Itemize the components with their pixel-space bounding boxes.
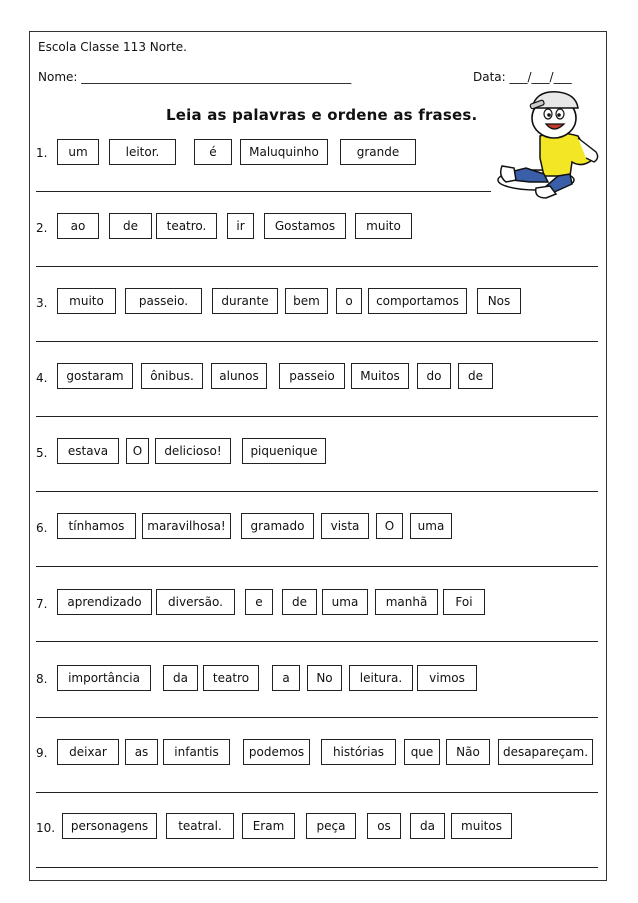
word-card: teatral. xyxy=(166,813,234,839)
word-card: vimos xyxy=(417,665,477,691)
word-card: da xyxy=(163,665,198,691)
word-card: muito xyxy=(57,288,116,314)
word-card: as xyxy=(125,739,158,765)
word-card: estava xyxy=(57,438,119,464)
exercise-number: 5. xyxy=(36,446,48,460)
word-card: peça xyxy=(306,813,356,839)
word-card: delicioso! xyxy=(155,438,231,464)
exercise-number: 6. xyxy=(36,521,48,535)
answer-line[interactable] xyxy=(36,717,598,718)
word-card: gramado xyxy=(241,513,314,539)
word-card: diversão. xyxy=(156,589,235,615)
exercise-number: 2. xyxy=(36,221,48,235)
word-card: personagens xyxy=(62,813,157,839)
answer-line[interactable] xyxy=(36,491,598,492)
word-card: passeio xyxy=(279,363,345,389)
word-card: passeio. xyxy=(125,288,202,314)
word-card: O xyxy=(376,513,403,539)
word-card: leitor. xyxy=(109,139,176,165)
answer-line[interactable] xyxy=(36,266,598,267)
word-card: muitos xyxy=(451,813,512,839)
word-card: uma xyxy=(322,589,368,615)
word-card: piquenique xyxy=(242,438,326,464)
cartoon-boy-icon xyxy=(496,88,606,200)
answer-line[interactable] xyxy=(36,867,598,868)
word-card: o xyxy=(336,288,362,314)
word-card: vista xyxy=(321,513,369,539)
word-card: muito xyxy=(355,213,412,239)
name-field-label: Nome: _____________________________________________ xyxy=(38,70,352,84)
word-card: Eram xyxy=(242,813,295,839)
word-card: e xyxy=(245,589,273,615)
word-card: Muitos xyxy=(351,363,409,389)
word-card: a xyxy=(272,665,300,691)
answer-line[interactable] xyxy=(36,416,598,417)
word-card: Nos xyxy=(477,288,521,314)
word-card: podemos xyxy=(243,739,310,765)
word-card: deixar xyxy=(57,739,119,765)
answer-line[interactable] xyxy=(36,341,598,342)
word-card: grande xyxy=(340,139,416,165)
word-card: maravilhosa! xyxy=(142,513,231,539)
word-card: do xyxy=(417,363,451,389)
word-card: No xyxy=(307,665,342,691)
date-field-label: Data: ___/___/___ xyxy=(473,70,572,84)
exercise-number: 3. xyxy=(36,296,48,310)
word-card: alunos xyxy=(211,363,267,389)
exercise-number: 7. xyxy=(36,597,48,611)
word-card: infantis xyxy=(163,739,230,765)
word-card: Não xyxy=(446,739,490,765)
word-card: desapareçam. xyxy=(498,739,593,765)
exercise-number: 9. xyxy=(36,746,48,760)
word-card: de xyxy=(458,363,493,389)
word-card: ônibus. xyxy=(141,363,203,389)
word-card: teatro. xyxy=(156,213,217,239)
exercise-number: 8. xyxy=(36,672,48,686)
word-card: que xyxy=(404,739,440,765)
word-card: da xyxy=(410,813,445,839)
word-card: teatro xyxy=(203,665,259,691)
answer-line[interactable] xyxy=(36,641,598,642)
exercise-number: 4. xyxy=(36,371,48,385)
word-card: um xyxy=(57,139,99,165)
instructions-title: Leia as palavras e ordene as frases. xyxy=(166,106,478,124)
word-card: importância xyxy=(57,665,151,691)
answer-line[interactable] xyxy=(36,566,598,567)
word-card: os xyxy=(367,813,401,839)
word-card: ir xyxy=(227,213,254,239)
word-card: aprendizado xyxy=(57,589,152,615)
word-card: histórias xyxy=(321,739,396,765)
exercise-number: 10. xyxy=(36,821,56,835)
answer-line[interactable] xyxy=(36,191,491,192)
word-card: uma xyxy=(410,513,452,539)
word-card: ao xyxy=(57,213,99,239)
answer-line[interactable] xyxy=(36,792,598,793)
word-card: de xyxy=(282,589,317,615)
word-card: de xyxy=(109,213,152,239)
word-card: é xyxy=(194,139,232,165)
word-card: Foi xyxy=(443,589,485,615)
word-card: Maluquinho xyxy=(240,139,328,165)
exercise-number: 1. xyxy=(36,146,48,160)
word-card: manhã xyxy=(375,589,438,615)
word-card: durante xyxy=(212,288,278,314)
word-card: Gostamos xyxy=(264,213,346,239)
word-card: O xyxy=(126,438,149,464)
school-name: Escola Classe 113 Norte. xyxy=(38,40,187,54)
word-card: comportamos xyxy=(368,288,467,314)
word-card: gostaram xyxy=(57,363,133,389)
word-card: tínhamos xyxy=(57,513,136,539)
word-card: bem xyxy=(285,288,328,314)
word-card: leitura. xyxy=(349,665,413,691)
